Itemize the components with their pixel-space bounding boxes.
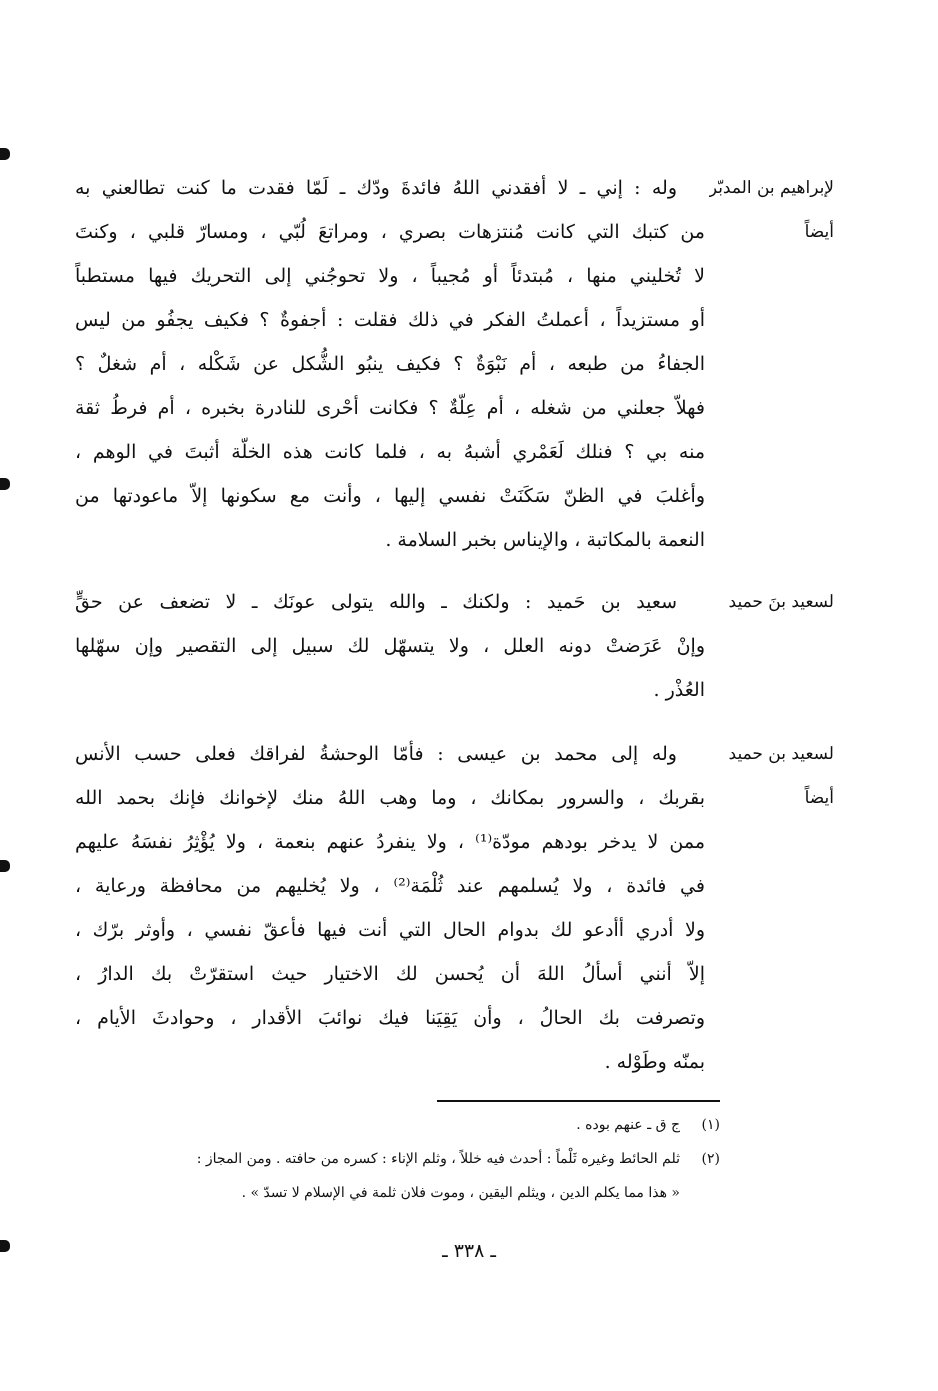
text-line: وله : إني ـ لا أفقدني اللهُ فائدةَ ودّك ـ لَمّا فقدت ما كنت تطالعني به [75, 177, 677, 199]
side-heading-line: أيضاً [804, 222, 834, 242]
side-heading [709, 166, 834, 254]
text-line: وإنْ عَرَضتْ دونه العلل ، ولا يتسهّل لك سبيل إلى التقصير وإن سهّلها [75, 635, 705, 657]
footnote-rule [437, 1100, 720, 1102]
text-line: بقربك ، والسرور بمكانك ، وما وهب اللهُ منك لإخوانك فإنك بحمد الله [75, 787, 705, 809]
text-line: من كتبك التي كانت مُنتزهات بصري ، ومراتعَ لُبّي ، ومسارّ قلبي ، وكنتَ [75, 221, 705, 243]
text-line: ممن لا يدخر بودهم مودّة⁽¹⁾ ، ولا ينفردُ عنهم بنعمة ، ولا يُؤْثِرُ نفسَهُ عليهم [75, 831, 705, 853]
paragraph [75, 166, 705, 562]
footnote [150, 1142, 720, 1176]
text-line: ولا أدري أأدعو لك بدوام الحال التي أنت فيها فأعقّ نفسي ، وأوثر برّك ، [75, 919, 705, 941]
text-line: منه بي ؟ فنلك لَعَمْري أشبهُ به ، فلما كانت هذه الخلّة أثبتَ في الوهم ، [75, 441, 705, 463]
text-line: النعمة بالمكاتبة ، والإيناس بخبر السلامة . [385, 529, 705, 551]
side-heading [709, 580, 834, 624]
section-ibrahim [0, 166, 938, 566]
footnote-number: (٢) [701, 1151, 720, 1167]
side-heading-line: لإبراهيم بن المدبّر [709, 178, 834, 198]
text-line: وتصرفت بك الحالُ ، وأن يَقِيَنا فيك نوائبَ الأقدار ، وحوادثَ الأيام ، [75, 1007, 705, 1029]
footnote-continuation: « هذا مما يكلم الدين ، ويثلم اليقين ، وموت فلان ثلمة في الإسلام لا تسدّ » . [241, 1185, 680, 1201]
section-said [0, 580, 938, 720]
text-line: في فائدة ، ولا يُسلمهم عند ثُلْمَة⁽²⁾ ، ولا يُخليهم من محافظة ورعاية ، [75, 875, 705, 897]
text-line: وأغلبَ في الظنّ سَكَنَتْ نفسي إليها ، وأنت مع سكونها إلاّ ماعودتها من [75, 485, 705, 507]
text-line: أو مستزيداً ، أعملتُ الفكر في ذلك فقلت : أجفوةٌ ؟ فكيف يجفُو من ليس [75, 309, 705, 331]
text-line: سعيد بن حَميد : ولكنك ـ والله يتولى عونَك ـ لا تضعف عن حقٍّ [75, 591, 677, 613]
text-line: فهلاّ جعلني من شغله ، أم عِلّةٌ ؟ فكانت أحْرى للنادرة بخبره ، أم فرطُ ثقة [75, 397, 705, 419]
text-line: العُذْر . [653, 679, 705, 701]
text-line: وله إلى محمد بن عيسى : فأمّا الوحشةُ لفراقك فعلى حسب الأنس [75, 743, 677, 765]
side-heading-line: لسعيد بن حميد [728, 744, 834, 764]
footnote-number: (١) [701, 1117, 720, 1133]
footnote-text: ثلم الحائط وغيره ثَلْماً : أحدث فيه خللاً ، وثلم الإناء : كسره من حافته . ومن المجاز : [196, 1151, 680, 1167]
text-line: لا تُخليني منها ، مُبتدئاً أو مُجيباً ، ولا تحوجُني إلى التحريك فيها مستطباً [75, 265, 705, 287]
side-heading-line: لسعيد بنَ حميد [728, 592, 834, 612]
paragraph [75, 732, 705, 1084]
footnote [150, 1108, 720, 1142]
edge-mark [0, 148, 10, 160]
footnotes [150, 1108, 720, 1210]
text-line: إلاّ أنني أسألُ اللهَ أن يُحسن لك الاختيار حيث استقرّتْ بك الدارُ ، [75, 963, 705, 985]
side-heading-line: أيضاً [804, 788, 834, 808]
section-said-2 [0, 732, 938, 1092]
page-number: ـ ٣٣٨ ـ [442, 1240, 496, 1262]
text-line: الجفاءُ من طبعه ، أم نَبْوَةٌ ؟ فكيف ينبُو الشُّكل عن شَكْله ، أم شغلٌ ؟ [75, 353, 705, 375]
side-heading [709, 732, 834, 820]
footnote-text: ج ق ـ عنهم بوده . [576, 1117, 680, 1133]
text-line: بمنّه وطَوْله . [604, 1051, 705, 1073]
paragraph [75, 580, 705, 712]
